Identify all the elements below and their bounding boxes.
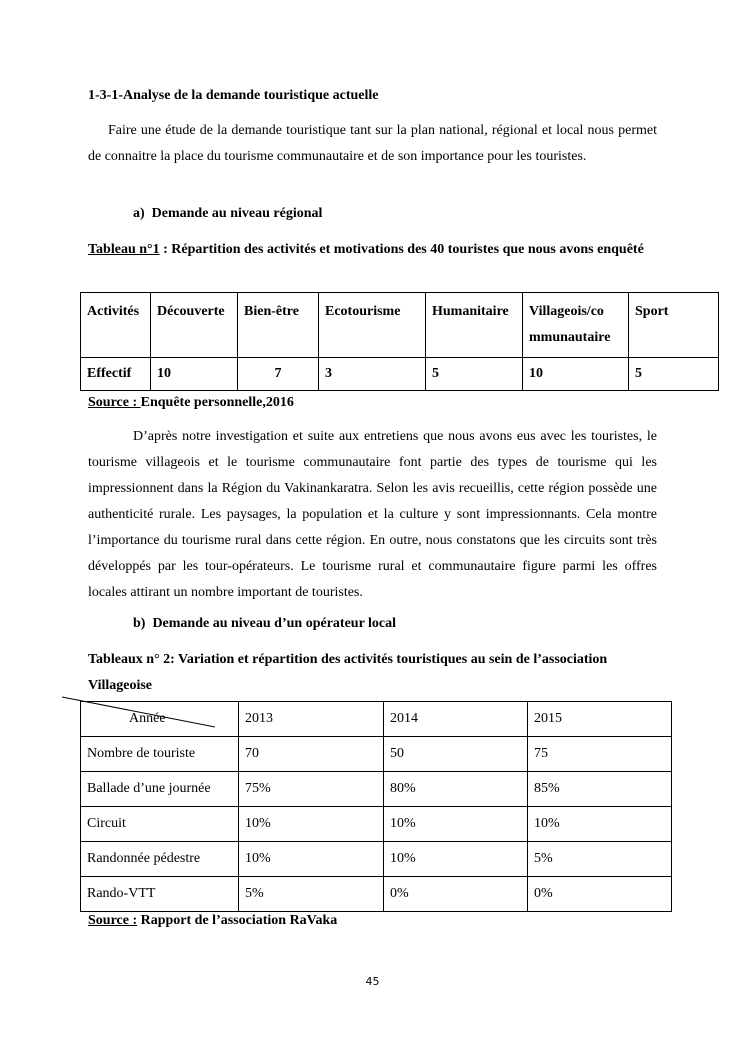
table2-cell: 85%	[528, 772, 672, 807]
table2-cell: Ballade d’une journée	[81, 772, 239, 807]
table2-cell: 70	[239, 737, 384, 772]
table2-row	[81, 807, 672, 842]
table1-header: Découverte	[151, 293, 238, 358]
diagonal-header-line	[60, 695, 220, 735]
table2-header: 2014	[384, 702, 528, 737]
table1-cell: 10	[151, 358, 238, 391]
table2-header: Année	[81, 702, 239, 737]
table1-header: Sport	[629, 293, 719, 358]
table2-cell: 0%	[528, 877, 672, 912]
table2-row	[81, 772, 672, 807]
table2-cell: 5%	[528, 842, 672, 877]
table2-cell: 0%	[384, 877, 528, 912]
table2-cell: Rando-VTT	[81, 877, 239, 912]
table2-header: 2015	[528, 702, 672, 737]
table2-header: 2013	[239, 702, 384, 737]
table1-cell: 5	[426, 358, 523, 391]
subsection-a-heading: a) Demande au niveau régional	[133, 206, 323, 221]
table1-header: Bien-être	[238, 293, 319, 358]
table2-cell: 5%	[239, 877, 384, 912]
table1-cell: 5	[629, 358, 719, 391]
table1-header: Activités	[81, 293, 151, 358]
table2-row	[81, 737, 672, 772]
table2-cell: 10%	[528, 807, 672, 842]
table2-cell: 10%	[384, 807, 528, 842]
analysis-paragraph: D’après notre investigation et suite aux entretiens que nous avons eus avec les touristes, le tourisme villageois et le tourisme communautaire font partie des types de tourisme qui les impressionnent dans la Région du Vakinankaratra. Selon les avis recueillis, cette région possède une authenticité rurale. Les paysages, la population et la culture y sont impressionnants. Cela montre l’importance du tourisme rural dans cette région. En outre, nous constatons que les circuits sont très développés par les tour-opérateurs. Le tourisme rural et communautaire figure parmi les offres locales attirant un nombre important de touristes.	[88, 429, 657, 600]
table1-header: Ecotourisme	[319, 293, 426, 358]
section-title: 1-3-1-Analyse de la demande touristique actuelle	[88, 88, 379, 103]
table1-cell: 3	[319, 358, 426, 391]
table2-cell: 10%	[239, 807, 384, 842]
table1-caption-text: : Répartition des activités et motivations des 40 touristes que nous avons enquêté	[159, 242, 644, 257]
table1	[80, 292, 719, 391]
table1-cell: Effectif	[81, 358, 151, 391]
table1-cell: 10	[523, 358, 629, 391]
source-text: Rapport de l’association RaVaka	[137, 913, 338, 928]
table2-cell: 10%	[384, 842, 528, 877]
table2-cell: 80%	[384, 772, 528, 807]
table1-source	[88, 395, 294, 411]
table2-cell: 10%	[239, 842, 384, 877]
table1-header: Villageois/co mmunautaire	[523, 293, 629, 358]
table1-header-row	[81, 293, 719, 358]
table2-cell: Randonnée pédestre	[81, 842, 239, 877]
table2-source	[88, 913, 337, 929]
table2-cell: 75	[528, 737, 672, 772]
subsection-b-heading: b) Demande au niveau d’un opérateur local	[133, 616, 397, 631]
table1-caption-label: Tableau n°1	[88, 242, 160, 257]
table2-cell: 50	[384, 737, 528, 772]
table2-row	[81, 877, 672, 912]
table1-caption	[88, 237, 657, 263]
source-text: Enquête personnelle,2016	[140, 395, 294, 410]
table2-cell: 75%	[239, 772, 384, 807]
source-label: Source :	[88, 395, 141, 410]
table1-cell: 7	[238, 358, 319, 391]
table2-cell: Circuit	[81, 807, 239, 842]
intro-paragraph: Faire une étude de la demande touristique tant sur la plan national, régional et local nous permet de connaitre la place du tourisme communautaire et de son importance pour les touristes.	[88, 123, 657, 164]
table1-row	[81, 358, 719, 391]
table1-header: Humanitaire	[426, 293, 523, 358]
page-number: 45	[365, 975, 380, 988]
table2-row	[81, 842, 672, 877]
source-label: Source :	[88, 913, 138, 928]
table2-caption: Tableaux n° 2: Variation et répartition des activités touristiques au sein de l’association Villageoise	[88, 652, 608, 693]
table2-cell: Nombre de touriste	[81, 737, 239, 772]
